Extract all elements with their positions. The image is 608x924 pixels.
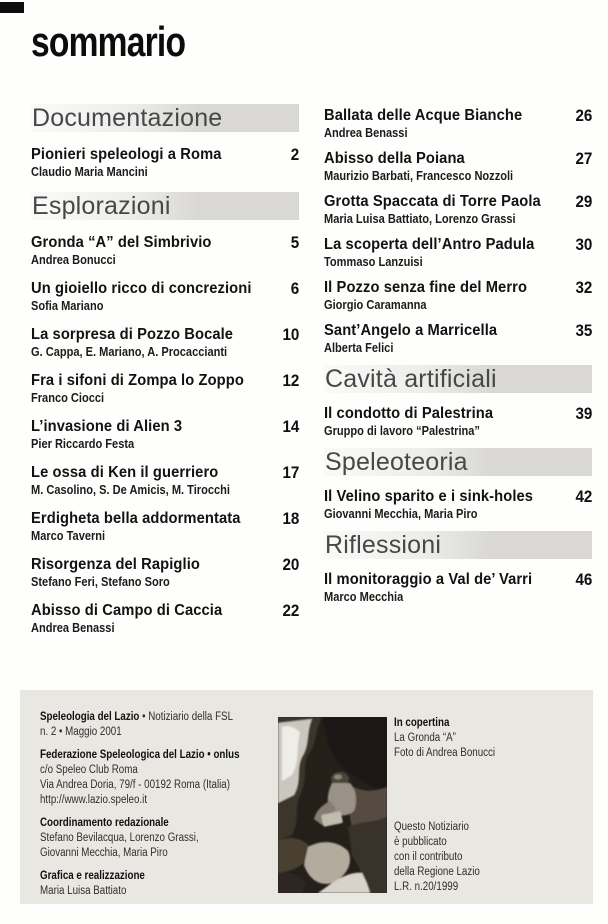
article-authors: Pier Riccardo Festa xyxy=(31,436,135,451)
toc-column-left xyxy=(31,100,299,648)
article-title: Gronda “A” del Simbrivio xyxy=(31,234,212,251)
toc-entry xyxy=(324,150,592,183)
toc-entry xyxy=(324,405,592,438)
article-page-number: 12 xyxy=(282,372,299,390)
article-title: Il Pozzo senza fine del Merro xyxy=(324,279,528,296)
article-title: Sant’Angelo a Marricella xyxy=(324,322,498,339)
article-title: Risorgenza del Rapiglio xyxy=(31,556,200,573)
toc-entry-row xyxy=(324,236,592,254)
article-authors: Marco Taverni xyxy=(31,528,106,543)
cave-photo-illustration xyxy=(278,717,387,893)
toc-entry xyxy=(324,193,592,226)
page-title: sommario xyxy=(31,18,186,65)
article-page-number: 29 xyxy=(575,193,592,211)
article-authors: G. Cappa, E. Mariano, A. Procaccianti xyxy=(31,344,228,359)
article-page-number: 6 xyxy=(290,280,299,298)
toc-entry xyxy=(324,322,592,355)
coordination-block xyxy=(40,816,295,861)
section-header xyxy=(324,448,592,476)
masthead-subtitle: • Notiziario della FSL xyxy=(139,711,234,723)
toc-entry-row xyxy=(31,146,299,164)
cover-photo-image xyxy=(278,717,387,893)
toc-entry-row xyxy=(31,464,299,482)
toc-entry-row xyxy=(31,326,299,344)
graphics-block xyxy=(40,869,295,899)
toc-entry-row xyxy=(324,488,592,506)
article-title: Abisso di Campo di Caccia xyxy=(31,602,223,619)
cover-caption-line: La Gronda “A” xyxy=(394,732,456,744)
colophon-box xyxy=(20,690,593,904)
section-header xyxy=(324,531,592,559)
article-page-number: 46 xyxy=(575,571,592,589)
article-page-number: 17 xyxy=(282,464,299,482)
masthead-title: Speleologia del Lazio xyxy=(40,711,140,723)
article-authors: Sofia Mariano xyxy=(31,298,104,313)
toc-entry xyxy=(31,372,299,405)
toc-entry-row xyxy=(31,372,299,390)
article-page-number: 14 xyxy=(282,418,299,436)
federation-block xyxy=(40,748,295,808)
article-page-number: 26 xyxy=(575,107,592,125)
toc-entry-row xyxy=(31,556,299,574)
article-authors: Tommaso Lanzuisi xyxy=(324,254,423,269)
notice-line: Questo Notiziario xyxy=(394,821,469,833)
article-page-number: 20 xyxy=(282,556,299,574)
article-page-number: 10 xyxy=(282,326,299,344)
graphics-heading: Grafica e realizzazione xyxy=(40,870,145,882)
website-url: http://www.lazio.speleo.it xyxy=(40,794,148,806)
article-authors: Giorgio Caramanna xyxy=(324,297,427,312)
article-title: Il condotto di Palestrina xyxy=(324,405,494,422)
article-title: Un gioiello ricco di concrezioni xyxy=(31,280,252,297)
article-title: Grotta Spaccata di Torre Paola xyxy=(324,193,541,210)
coordination-names-line: Giovanni Mecchia, Maria Piro xyxy=(40,847,168,859)
section-label: Esplorazioni xyxy=(32,192,171,220)
article-page-number: 27 xyxy=(575,150,592,168)
federation-address-line: Via Andrea Doria, 79/f - 00192 Roma (Italia) xyxy=(40,779,231,791)
article-authors: Claudio Maria Mancini xyxy=(31,164,148,179)
toc-entry-row xyxy=(31,602,299,620)
toc-entry xyxy=(31,326,299,359)
toc-column-right xyxy=(324,100,592,614)
article-authors: Alberta Felici xyxy=(324,340,394,355)
article-authors: Andrea Benassi xyxy=(31,620,115,635)
article-title: Le ossa di Ken il guerriero xyxy=(31,464,219,481)
article-title: La scoperta dell’Antro Padula xyxy=(324,236,535,253)
section-header xyxy=(31,192,299,220)
federation-heading: Federazione Speleologica del Lazio • onlus xyxy=(40,749,240,761)
article-authors: Maurizio Barbati, Francesco Nozzoli xyxy=(324,168,514,183)
graphics-name-line: Maria Luisa Battiato xyxy=(40,885,127,897)
notice-line: è pubblicato xyxy=(394,836,447,848)
issue-line: n. 2 • Maggio 2001 xyxy=(40,726,122,738)
article-authors: Franco Ciocci xyxy=(31,390,105,405)
toc-entry xyxy=(31,234,299,267)
article-page-number: 22 xyxy=(282,602,299,620)
article-page-number: 18 xyxy=(282,510,299,528)
article-authors: Andrea Benassi xyxy=(324,125,408,140)
article-page-number: 5 xyxy=(290,234,299,252)
toc-entry-row xyxy=(324,405,592,423)
article-title: Ballata delle Acque Bianche xyxy=(324,107,523,124)
section-label: Speleoteoria xyxy=(325,448,468,476)
toc-entry xyxy=(324,107,592,140)
toc-entry-row xyxy=(31,418,299,436)
cover-heading: In copertina xyxy=(394,717,450,729)
cover-credit-block xyxy=(394,716,581,761)
section-label: Cavità artificiali xyxy=(325,365,497,393)
article-page-number: 35 xyxy=(575,322,592,340)
toc-entry xyxy=(324,279,592,312)
article-authors: Marco Mecchia xyxy=(324,589,404,604)
toc-entry xyxy=(31,464,299,497)
toc-entry-row xyxy=(324,107,592,125)
article-authors: Stefano Feri, Stefano Soro xyxy=(31,574,170,589)
toc-entry xyxy=(31,418,299,451)
coordination-heading: Coordinamento redazionale xyxy=(40,817,169,829)
article-authors: Giovanni Mecchia, Maria Piro xyxy=(324,506,478,521)
funding-notice-block xyxy=(394,820,581,895)
article-title: Abisso della Poiana xyxy=(324,150,465,167)
toc-entry-row xyxy=(31,234,299,252)
toc-entry xyxy=(31,510,299,543)
toc-entry-row xyxy=(31,280,299,298)
masthead-block xyxy=(40,710,295,740)
toc-entry xyxy=(31,280,299,313)
section-header xyxy=(324,365,592,393)
article-title: La sorpresa di Pozzo Bocale xyxy=(31,326,234,343)
toc-entry-row xyxy=(324,571,592,589)
article-page-number: 42 xyxy=(575,488,592,506)
toc-entry-row xyxy=(324,150,592,168)
toc-entry xyxy=(324,488,592,521)
section-header xyxy=(31,104,299,132)
article-page-number: 32 xyxy=(575,279,592,297)
notice-line: con il contributo xyxy=(394,851,463,863)
article-title: Il Velino sparito e i sink-holes xyxy=(324,488,534,505)
article-page-number: 30 xyxy=(575,236,592,254)
coordination-names-line: Stefano Bevilacqua, Lorenzo Grassi, xyxy=(40,832,199,844)
article-title: Pionieri speleologi a Roma xyxy=(31,146,222,163)
toc-entry xyxy=(324,571,592,604)
section-label: Riflessioni xyxy=(325,531,442,559)
toc-entry xyxy=(324,236,592,269)
notice-line: L.R. n.20/1999 xyxy=(394,881,459,893)
notice-line: della Regione Lazio xyxy=(394,866,480,878)
toc-entry xyxy=(31,146,299,179)
toc-entry-row xyxy=(324,322,592,340)
article-authors: Andrea Bonucci xyxy=(31,252,116,267)
section-label: Documentazione xyxy=(32,104,223,132)
toc-entry-row xyxy=(31,510,299,528)
article-title: L’invasione di Alien 3 xyxy=(31,418,183,435)
article-page-number: 2 xyxy=(290,146,299,164)
article-authors: Gruppo di lavoro “Palestrina” xyxy=(324,423,480,438)
toc-entry-row xyxy=(324,279,592,297)
toc-entry xyxy=(31,556,299,589)
cover-caption-line: Foto di Andrea Bonucci xyxy=(394,747,496,759)
article-authors: Maria Luisa Battiato, Lorenzo Grassi xyxy=(324,211,516,226)
masthead-line xyxy=(40,710,295,725)
federation-address-line: c/o Speleo Club Roma xyxy=(40,764,138,776)
print-registration-mark xyxy=(0,2,24,13)
toc-entry xyxy=(31,602,299,635)
toc-entry-row xyxy=(324,193,592,211)
article-title: Erdigheta bella addormentata xyxy=(31,510,241,527)
article-title: Il monitoraggio a Val de’ Varri xyxy=(324,571,533,588)
colophon-publication-info xyxy=(40,710,295,907)
article-authors: M. Casolino, S. De Amicis, M. Tirocchi xyxy=(31,482,230,497)
article-title: Fra i sifoni di Zompa lo Zoppo xyxy=(31,372,244,389)
article-page-number: 39 xyxy=(575,405,592,423)
